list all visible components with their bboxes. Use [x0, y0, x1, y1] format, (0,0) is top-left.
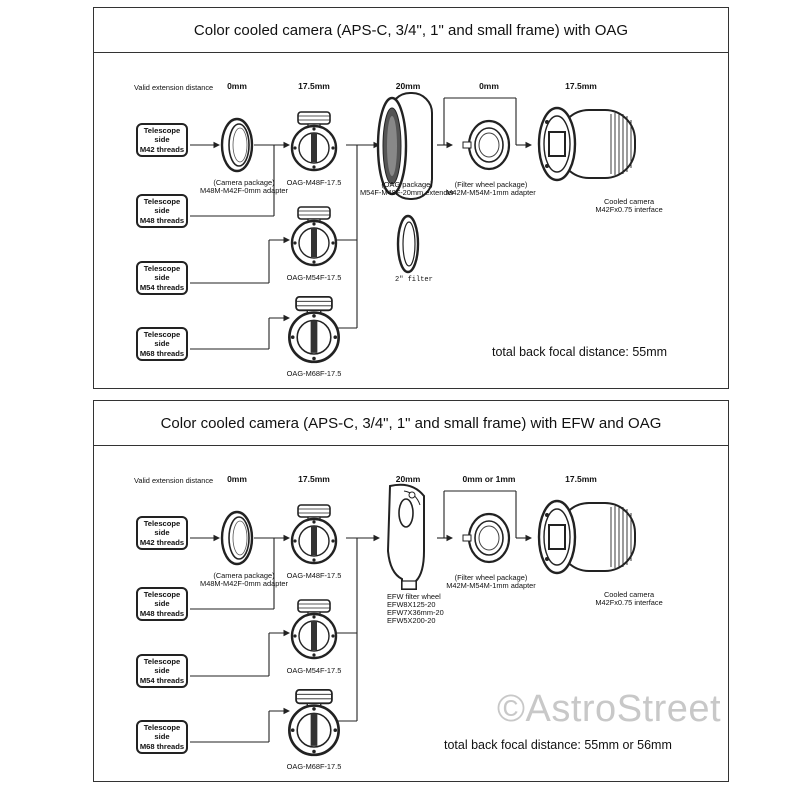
valid-extension-label: Valid extension distance — [134, 83, 214, 92]
efw-label: EFW filter wheel EFW8X125-20 EFW7X36mm-20 EFW5X200-20 — [387, 592, 444, 626]
total-focal-distance: total back focal distance: 55mm — [492, 345, 668, 359]
telescope-box-m48: Telescope side M48 threads — [136, 194, 188, 228]
telescope-box-m68: Telescope side M68 threads — [136, 327, 188, 361]
watermark: ©AstroStreet — [497, 688, 722, 730]
oag-label: OAG-M54F-17.5 — [286, 273, 342, 282]
distance-label: 17.5mm — [565, 81, 597, 91]
oag-label: OAG-M68F-17.5 — [286, 369, 342, 378]
telescope-box-m54: Telescope side M54 threads — [136, 261, 188, 295]
panel-title: Color cooled camera (APS-C, 3/4", 1" and small frame) with EFW and OAG — [94, 401, 728, 446]
fw-adapter-label: (Filter wheel package) M42M-M54M-1mm adapter — [446, 573, 536, 591]
distance-label: 17.5mm — [565, 474, 597, 484]
distance-label: 17.5mm — [298, 474, 330, 484]
valid-extension-label: Valid extension distance — [134, 476, 214, 485]
total-focal-distance: total back focal distance: 55mm or 56mm — [444, 738, 672, 752]
adapter-label: (Camera package) M48M-M42F-0mm adapter — [200, 178, 288, 196]
distance-label: 0mm — [227, 474, 247, 484]
distance-label: 20mm — [395, 81, 421, 91]
telescope-box-m68: Telescope side M68 threads — [136, 720, 188, 754]
panel-title: Color cooled camera (APS-C, 3/4", 1" and small frame) with OAG — [94, 8, 728, 53]
oag-label: OAG-M68F-17.5 — [286, 762, 342, 771]
distance-label: 17.5mm — [298, 81, 330, 91]
telescope-box-m42: Telescope side M42 threads — [136, 516, 188, 550]
telescope-box-m48: Telescope side M48 threads — [136, 587, 188, 621]
camera-label: Cooled camera M42Fx0.75 interface — [595, 590, 663, 608]
diagram-panel-oag — [93, 7, 729, 389]
distance-label: 0mm — [227, 81, 247, 91]
oag-label: OAG-M54F-17.5 — [286, 666, 342, 675]
camera-label: Cooled camera M42Fx0.75 interface — [595, 197, 663, 215]
telescope-box-m54: Telescope side M54 threads — [136, 654, 188, 688]
oag-label: OAG-M48F-17.5 — [286, 178, 342, 187]
telescope-box-m42: Telescope side M42 threads — [136, 123, 188, 157]
filter-label: 2" filter — [395, 276, 433, 284]
distance-label: 20mm — [395, 474, 421, 484]
distance-label: 0mm or 1mm — [462, 474, 516, 484]
oag-label: OAG-M48F-17.5 — [286, 571, 342, 580]
extender-label: (OAG package) M54F-M48F-20mm extender — [359, 180, 455, 198]
adapter-label: (Camera package) M48M-M42F-0mm adapter — [200, 571, 288, 589]
fw-adapter-label: (Filter wheel package) M42M-M54M-1mm adapter — [446, 180, 536, 198]
distance-label: 0mm — [479, 81, 499, 91]
